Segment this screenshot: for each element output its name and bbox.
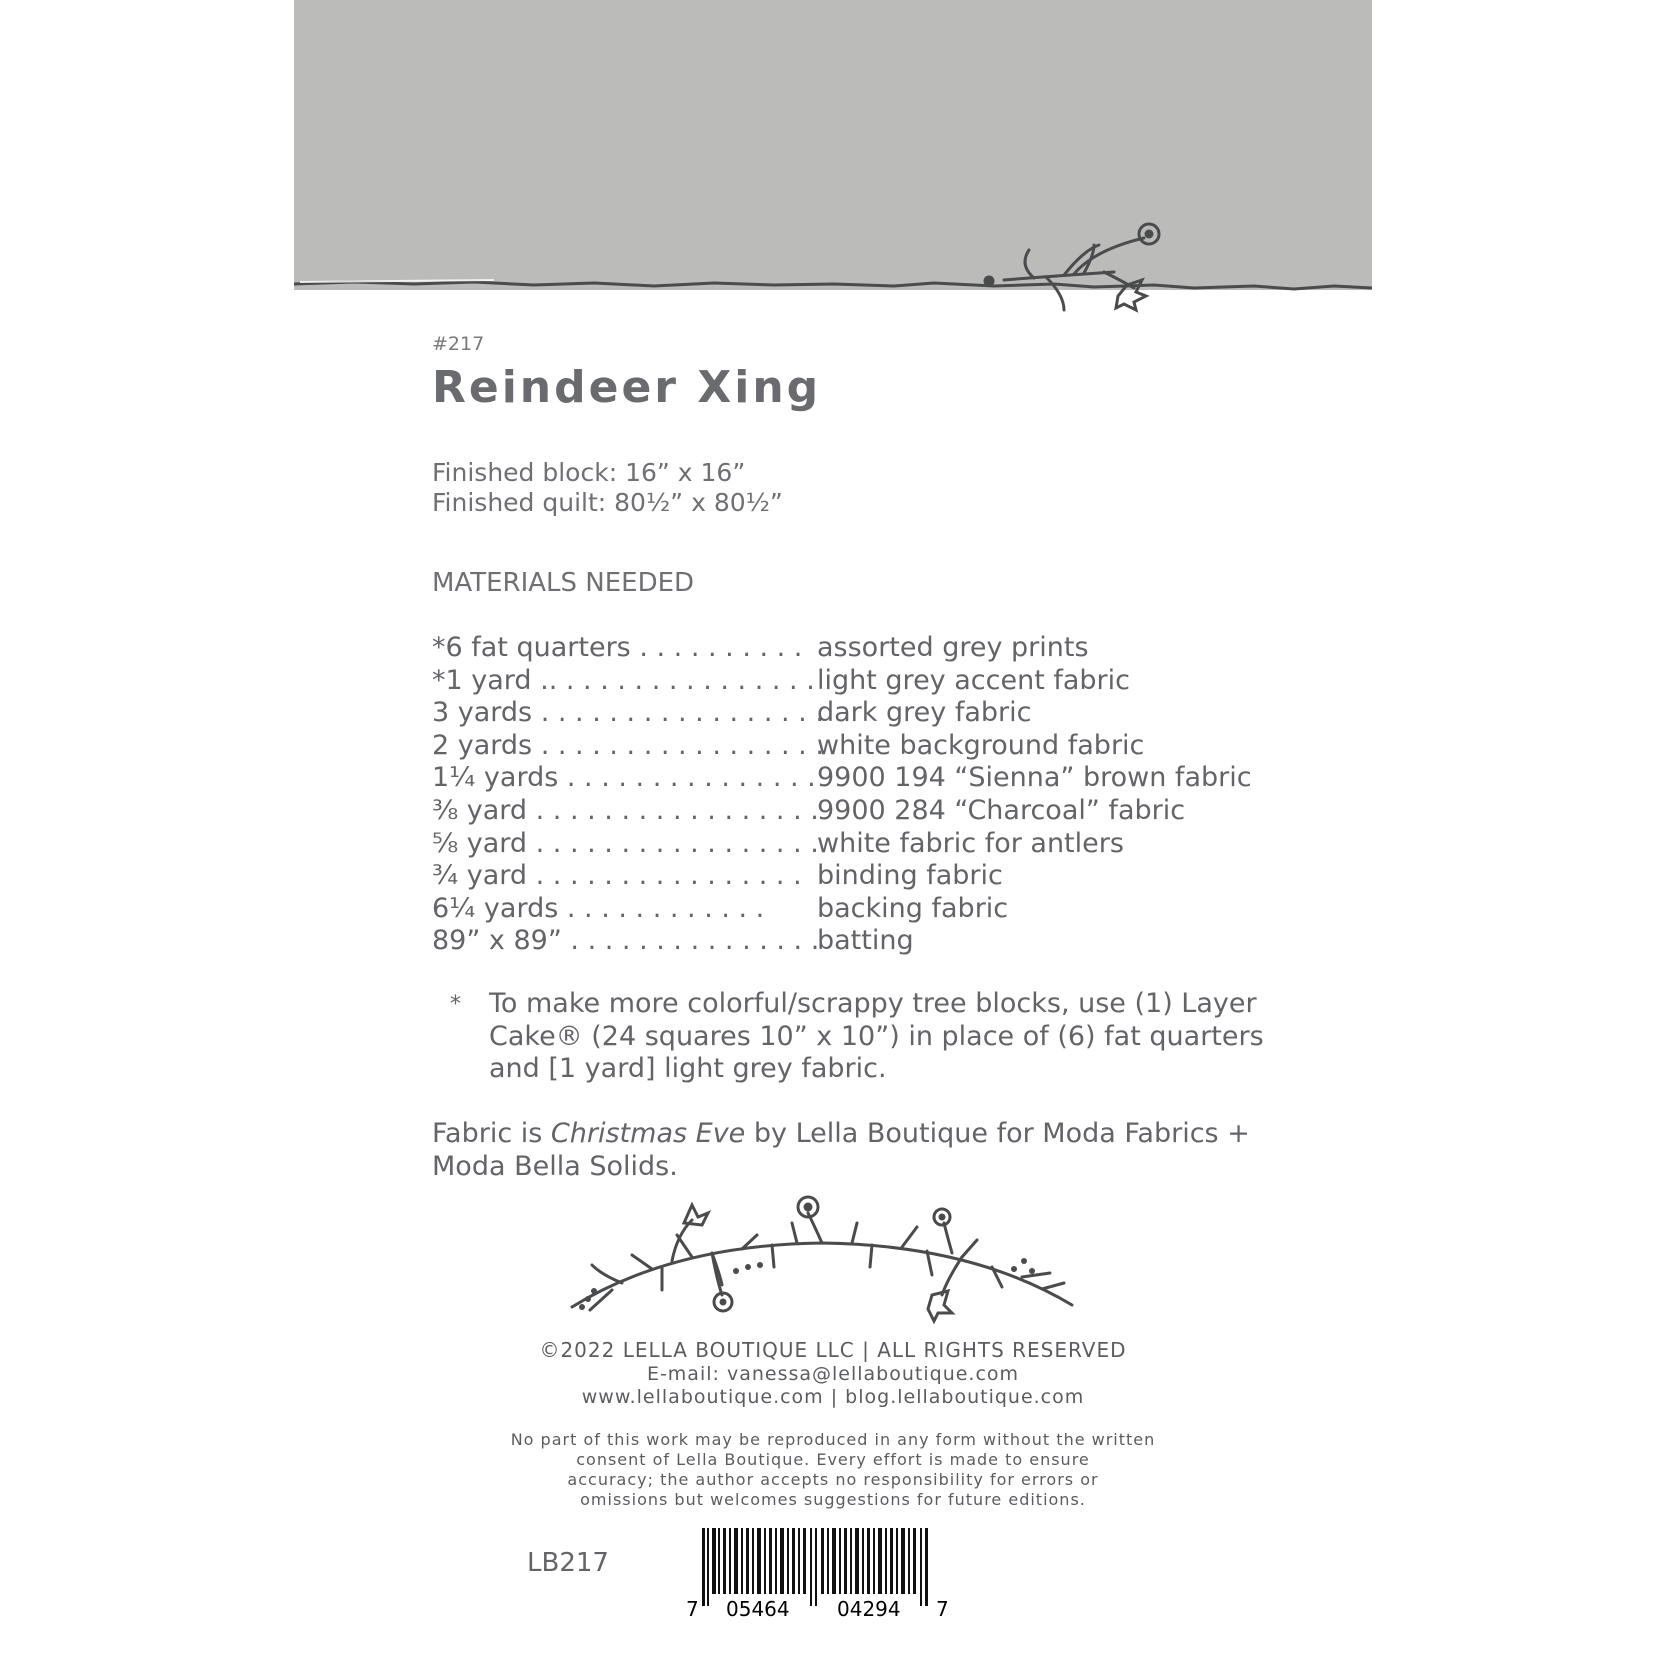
material-quantity: *6 fat quarters . . . . . . . . . . bbox=[432, 632, 803, 663]
barcode-digits-right: 04294 bbox=[837, 1597, 901, 1620]
footnote-line: To make more colorful/scrappy tree blocks, use (1) Layer bbox=[489, 988, 1257, 1019]
material-description: dark grey fabric bbox=[817, 697, 1032, 728]
material-quantity: 2 yards . . . . . . . . . . . . . . . . . bbox=[432, 730, 824, 761]
pattern-number: #217 bbox=[432, 333, 485, 355]
barcode-digits-left: 05464 bbox=[726, 1597, 790, 1620]
floral-sprig-icon bbox=[294, 210, 1372, 330]
footnote-marker: * bbox=[450, 992, 461, 1017]
barcode-digit-last: 7 bbox=[936, 1597, 949, 1620]
barcode-digit-first: 7 bbox=[686, 1597, 699, 1620]
material-quantity: 3 yards . . . . . . . . . . . . . . . . . bbox=[432, 697, 824, 728]
fabric-note-suffix: by Lella Boutique for Moda Fabrics + bbox=[745, 1118, 1250, 1149]
footnote-line: Cake® (24 squares 10” x 10”) in place of (6) fat quarters bbox=[489, 1021, 1264, 1052]
material-description: batting bbox=[817, 925, 914, 956]
material-quantity: 6¼ yards . . . . . . . . . . . . bbox=[432, 893, 765, 924]
materials-heading: MATERIALS NEEDED bbox=[432, 568, 695, 598]
finished-block-spec: Finished block: 16” x 16” bbox=[432, 458, 746, 487]
legal-notice-line: consent of Lella Boutique. Every effort is made to ensure bbox=[576, 1450, 1090, 1469]
barcode-icon bbox=[684, 1528, 952, 1620]
material-description: white fabric for antlers bbox=[817, 828, 1124, 859]
legal-notice-line: accuracy; the author accepts no responsibility for errors or bbox=[567, 1470, 1099, 1489]
material-description: white background fabric bbox=[817, 730, 1145, 761]
material-quantity: 89” x 89” . . . . . . . . . . . . . . . bbox=[432, 925, 820, 956]
material-description: backing fabric bbox=[817, 893, 1009, 924]
material-description: light grey accent fabric bbox=[817, 665, 1131, 696]
floral-vine-icon bbox=[552, 1195, 1092, 1325]
material-description: assorted grey prints bbox=[817, 632, 1089, 663]
finished-quilt-spec: Finished quilt: 80½” x 80½” bbox=[432, 488, 783, 517]
pattern-back-cover bbox=[294, 0, 1372, 1654]
fabric-collection-name: Christmas Eve bbox=[550, 1118, 746, 1149]
material-description: 9900 284 “Charcoal” fabric bbox=[817, 795, 1186, 826]
fabric-note-prefix: Fabric is bbox=[432, 1118, 551, 1149]
pattern-title: Reindeer Xing bbox=[432, 362, 822, 413]
fabric-note-line-2: Moda Bella Solids. bbox=[432, 1151, 678, 1182]
material-quantity: *1 yard .. . . . . . . . . . . . . . . . bbox=[432, 665, 815, 696]
material-quantity: 1¼ yards . . . . . . . . . . . . . . . bbox=[432, 762, 816, 793]
footnote-line: and [1 yard] light grey fabric. bbox=[489, 1053, 887, 1084]
material-quantity: ⅜ yard . . . . . . . . . . . . . . . . . bbox=[432, 795, 819, 826]
material-description: binding fabric bbox=[817, 860, 1003, 891]
fabric-note bbox=[432, 1118, 1250, 1149]
website-links: www.lellaboutique.com | blog.lellaboutique.com bbox=[581, 1386, 1085, 1408]
material-quantity: ⅝ yard . . . . . . . . . . . . . . . . . bbox=[432, 828, 819, 859]
legal-notice-line: omissions but welcomes suggestions for future editions. bbox=[580, 1490, 1086, 1509]
material-quantity: ¾ yard . . . . . . . . . . . . . . . . bbox=[432, 860, 802, 891]
product-sku: LB217 bbox=[527, 1548, 609, 1578]
material-description: 9900 194 “Sienna” brown fabric bbox=[817, 762, 1252, 793]
legal-notice-line: No part of this work may be reproduced in any form without the written bbox=[510, 1430, 1156, 1449]
copyright-notice: ©2022 LELLA BOUTIQUE LLC | ALL RIGHTS RESERVED bbox=[539, 1338, 1127, 1362]
contact-email: E-mail: vanessa@lellaboutique.com bbox=[646, 1363, 1020, 1385]
